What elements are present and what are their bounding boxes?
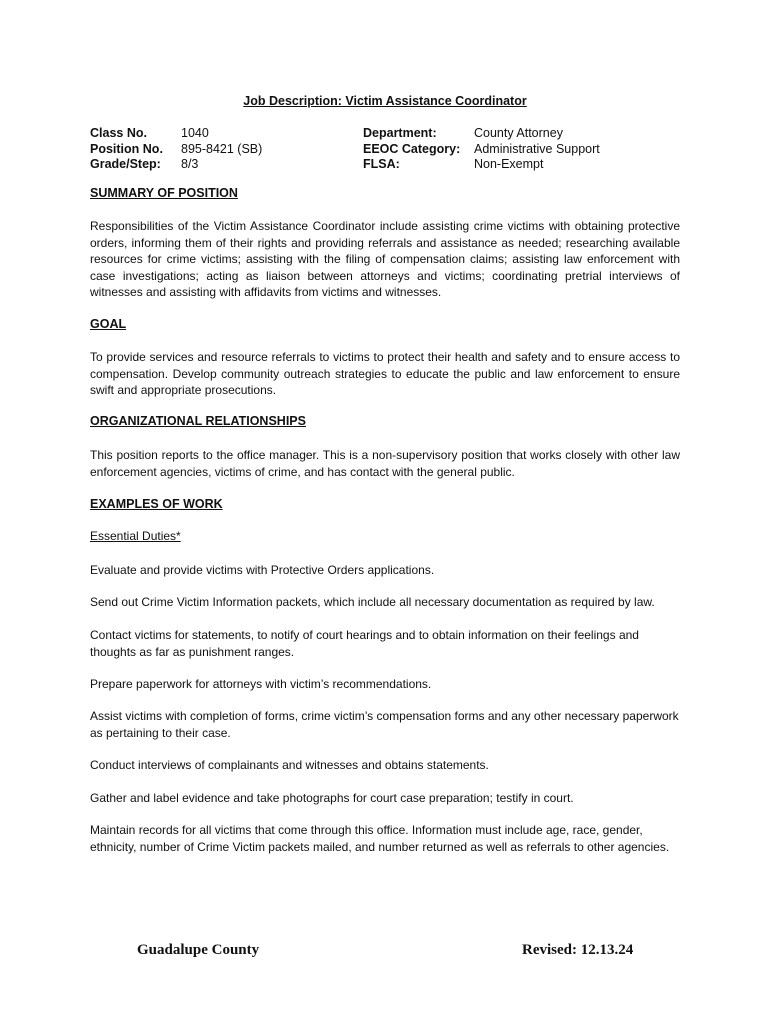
flsa-value: Non-Exempt: [474, 157, 544, 171]
goal-text: To provide services and resource referrals to victims to protect their health and safety and to ensure access to compensation. Develop community outreach strategies to educate the public and law enforcement to ensure swift and appropriate prosecutions.: [90, 350, 680, 397]
footer-revised-date: Revised: 12.13.24: [522, 942, 634, 958]
footer-county: Guadalupe County: [137, 942, 260, 958]
document-title: Job Description: Victim Assistance Coordinator: [243, 94, 527, 108]
duty-item: Gather and label evidence and take photographs for court case preparation; testify in court.: [90, 791, 574, 805]
grade-step-value: 8/3: [181, 157, 199, 171]
relationships-text: This position reports to the office manager. This is a non-supervisory position that works closely with other law enforcement agencies, victims of crime, and has contact with the general public.: [90, 448, 680, 479]
duty-item: Evaluate and provide victims with Protective Orders applications.: [90, 563, 435, 577]
goal-heading: GOAL: [90, 317, 127, 331]
eeoc-category-value: Administrative Support: [474, 141, 600, 156]
summary-text: Responsibilities of the Victim Assistance Coordinator include assisting crime victims with obtaining protective orders, informing them of their rights and providing referrals and assistance as needed; researching available resources for crime victims; assisting with the filing of compensation claims; assisting law enforcement with case investigations; acting as liaison between attorneys and victims; coordinating pretrial interviews of witnesses and assisting with affidavits from victims and witnesses.: [90, 219, 680, 299]
examples-heading: EXAMPLES OF WORK: [90, 497, 223, 511]
position-number-label: Position No.: [90, 141, 163, 156]
duty-item: Assist victims with completion of forms, crime victim’s compensation forms and any other necessary paperwork as pertaining to their case.: [90, 709, 679, 740]
eeoc-category-label: EEOC Category:: [363, 141, 461, 156]
duty-item: Send out Crime Victim Information packets, which include all necessary documentation as required by law.: [90, 595, 655, 609]
relationships-heading: ORGANIZATIONAL RELATIONSHIPS: [90, 414, 306, 428]
department-label: Department:: [363, 126, 437, 140]
grade-step-label: Grade/Step:: [90, 157, 161, 171]
class-number-value: 1040: [181, 126, 209, 140]
duty-item: Conduct interviews of complainants and witnesses and obtains statements.: [90, 758, 489, 772]
essential-duties-subheading: Essential Duties*: [90, 529, 181, 543]
flsa-label: FLSA:: [363, 157, 400, 171]
duty-item: Prepare paperwork for attorneys with victim’s recommendations.: [90, 677, 432, 691]
class-number-label: Class No.: [90, 126, 147, 140]
department-value: County Attorney: [474, 126, 563, 140]
position-number-value: 895-8421 (SB): [181, 141, 263, 156]
duty-item: Contact victims for statements, to notify of court hearings and to obtain information on their feelings and thoughts as far as punishment ranges.: [90, 628, 639, 659]
summary-heading: SUMMARY OF POSITION: [90, 186, 238, 200]
duty-item: Maintain records for all victims that come through this office. Information must include age, race, gender, ethnicity, number of Crime Victim packets mailed, and number returned as well as referrals to other agencies.: [90, 823, 670, 854]
